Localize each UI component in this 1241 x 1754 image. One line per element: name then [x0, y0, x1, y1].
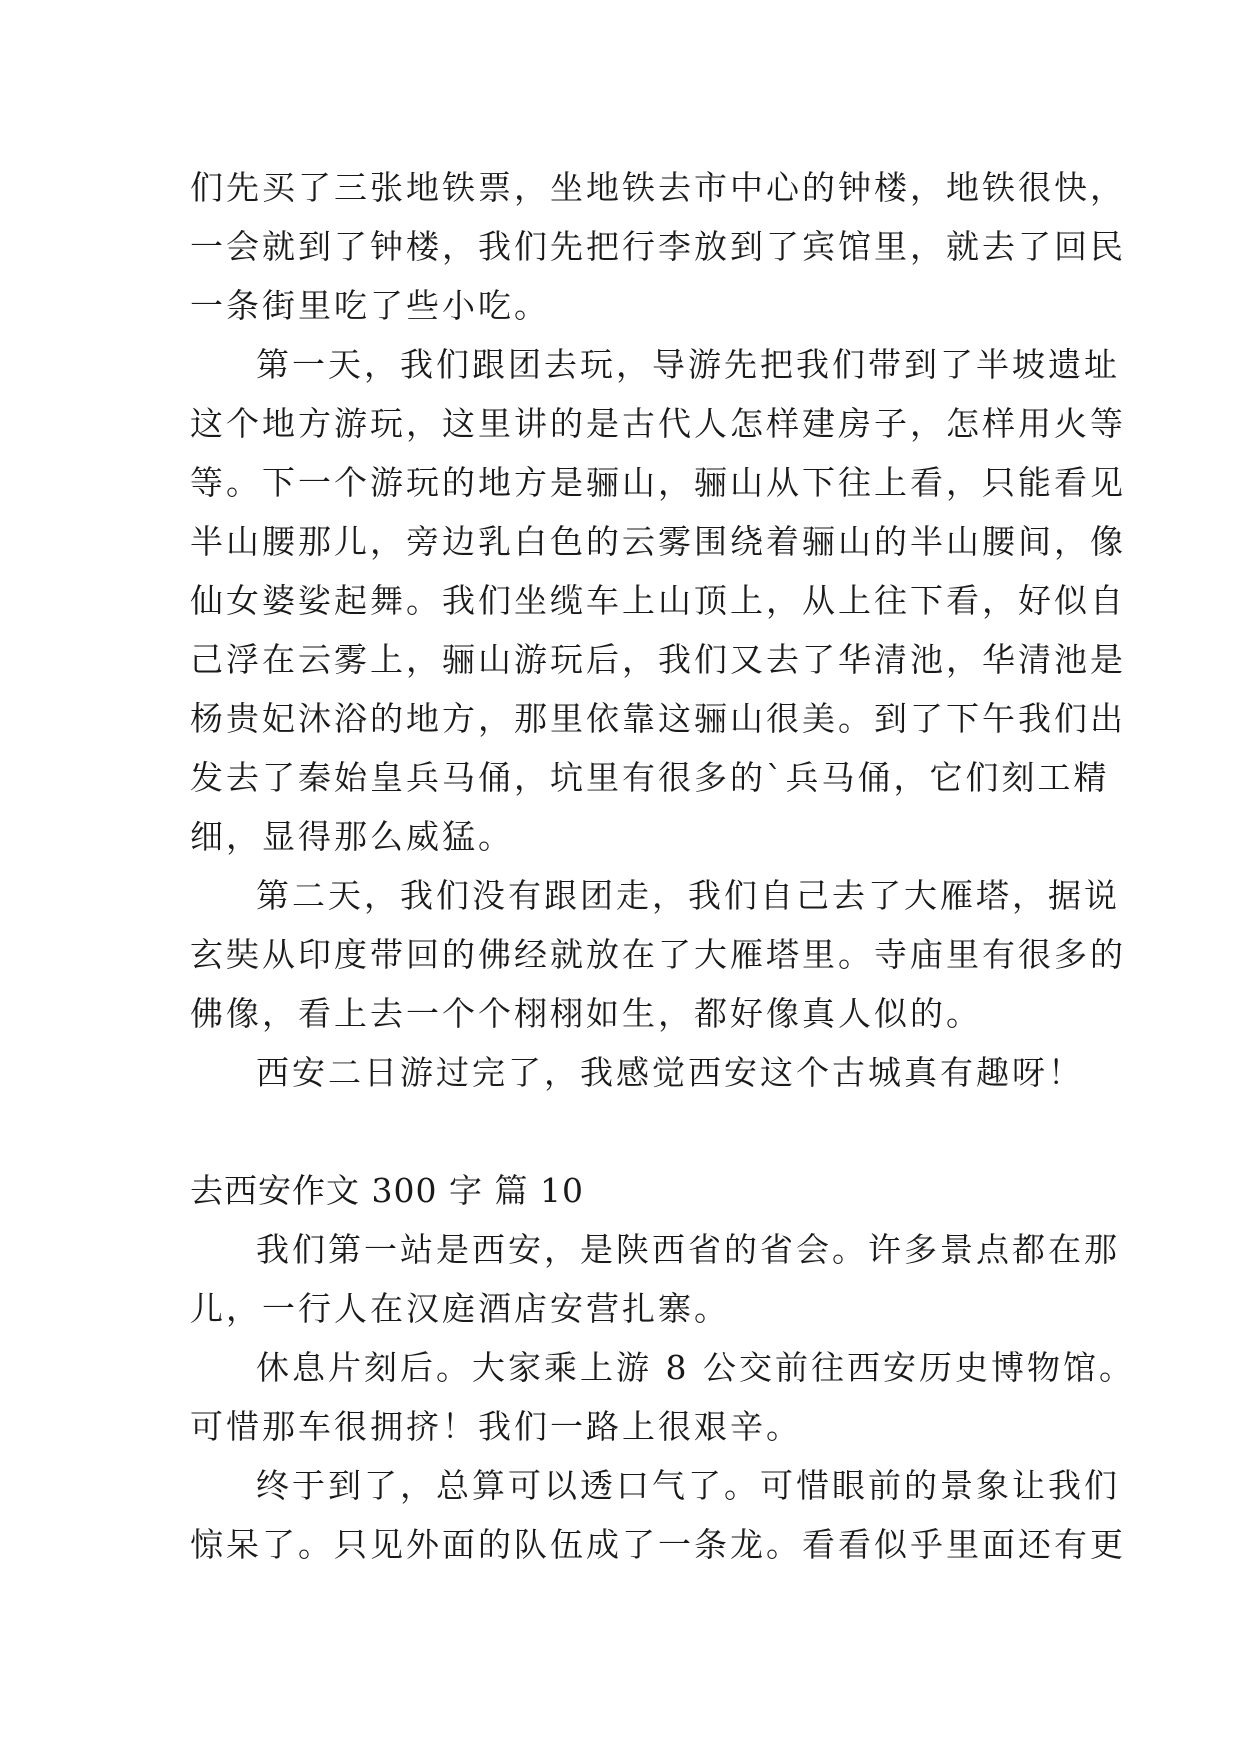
text-line: 己浮在云雾上，骊山游玩后，我们又去了华清池，华清池是 — [190, 640, 1126, 679]
paragraph-first-line: 我们第一站是西安，是陕西省的省会。许多景点都在那 — [256, 1230, 1120, 1269]
paragraph-first-line: 休息片刻后。大家乘上游 8 公交前往西安历史博物馆。 — [256, 1348, 1135, 1387]
text-line: 可惜那车很拥挤！我们一路上很艰辛。 — [190, 1407, 802, 1446]
text-line: 儿，一行人在汉庭酒店安营扎寨。 — [190, 1289, 730, 1328]
paragraph-first-line: 第一天，我们跟团去玩，导游先把我们带到了半坡遗址 — [256, 345, 1120, 384]
paragraph-first-line: 终于到了，总算可以透口气了。可惜眼前的景象让我们 — [256, 1466, 1120, 1505]
text-line: 们先买了三张地铁票，坐地铁去市中心的钟楼，地铁很快， — [190, 168, 1126, 207]
text-line: 一会就到了钟楼，我们先把行李放到了宾馆里，就去了回民 — [190, 227, 1126, 266]
paragraph-first-line: 西安二日游过完了，我感觉西安这个古城真有趣呀！ — [256, 1053, 1084, 1092]
text-line: 仙女婆娑起舞。我们坐缆车上山顶上，从上往下看，好似自 — [190, 581, 1126, 620]
section-heading: 去西安作文 300 字 篇 10 — [190, 1171, 584, 1210]
text-line: 杨贵妃沐浴的地方，那里依靠这骊山很美。到了下午我们出 — [190, 699, 1126, 738]
text-line: 发去了秦始皇兵马俑，坑里有很多的`兵马俑，它们刻工精 — [190, 758, 1110, 797]
text-line: 半山腰那儿，旁边乳白色的云雾围绕着骊山的半山腰间，像 — [190, 522, 1126, 561]
text-line: 等。下一个游玩的地方是骊山，骊山从下往上看，只能看见 — [190, 463, 1126, 502]
paragraph-first-line: 第二天，我们没有跟团走，我们自己去了大雁塔，据说 — [256, 876, 1120, 915]
text-line: 细，显得那么威猛。 — [190, 817, 514, 856]
text-line: 这个地方游玩，这里讲的是古代人怎样建房子，怎样用火等 — [190, 404, 1126, 443]
text-line: 惊呆了。只见外面的队伍成了一条龙。看看似乎里面还有更 — [190, 1525, 1126, 1564]
text-line: 一条街里吃了些小吃。 — [190, 286, 550, 325]
text-line: 玄奘从印度带回的佛经就放在了大雁塔里。寺庙里有很多的 — [190, 935, 1126, 974]
text-line: 佛像，看上去一个个栩栩如生，都好像真人似的。 — [190, 994, 982, 1033]
